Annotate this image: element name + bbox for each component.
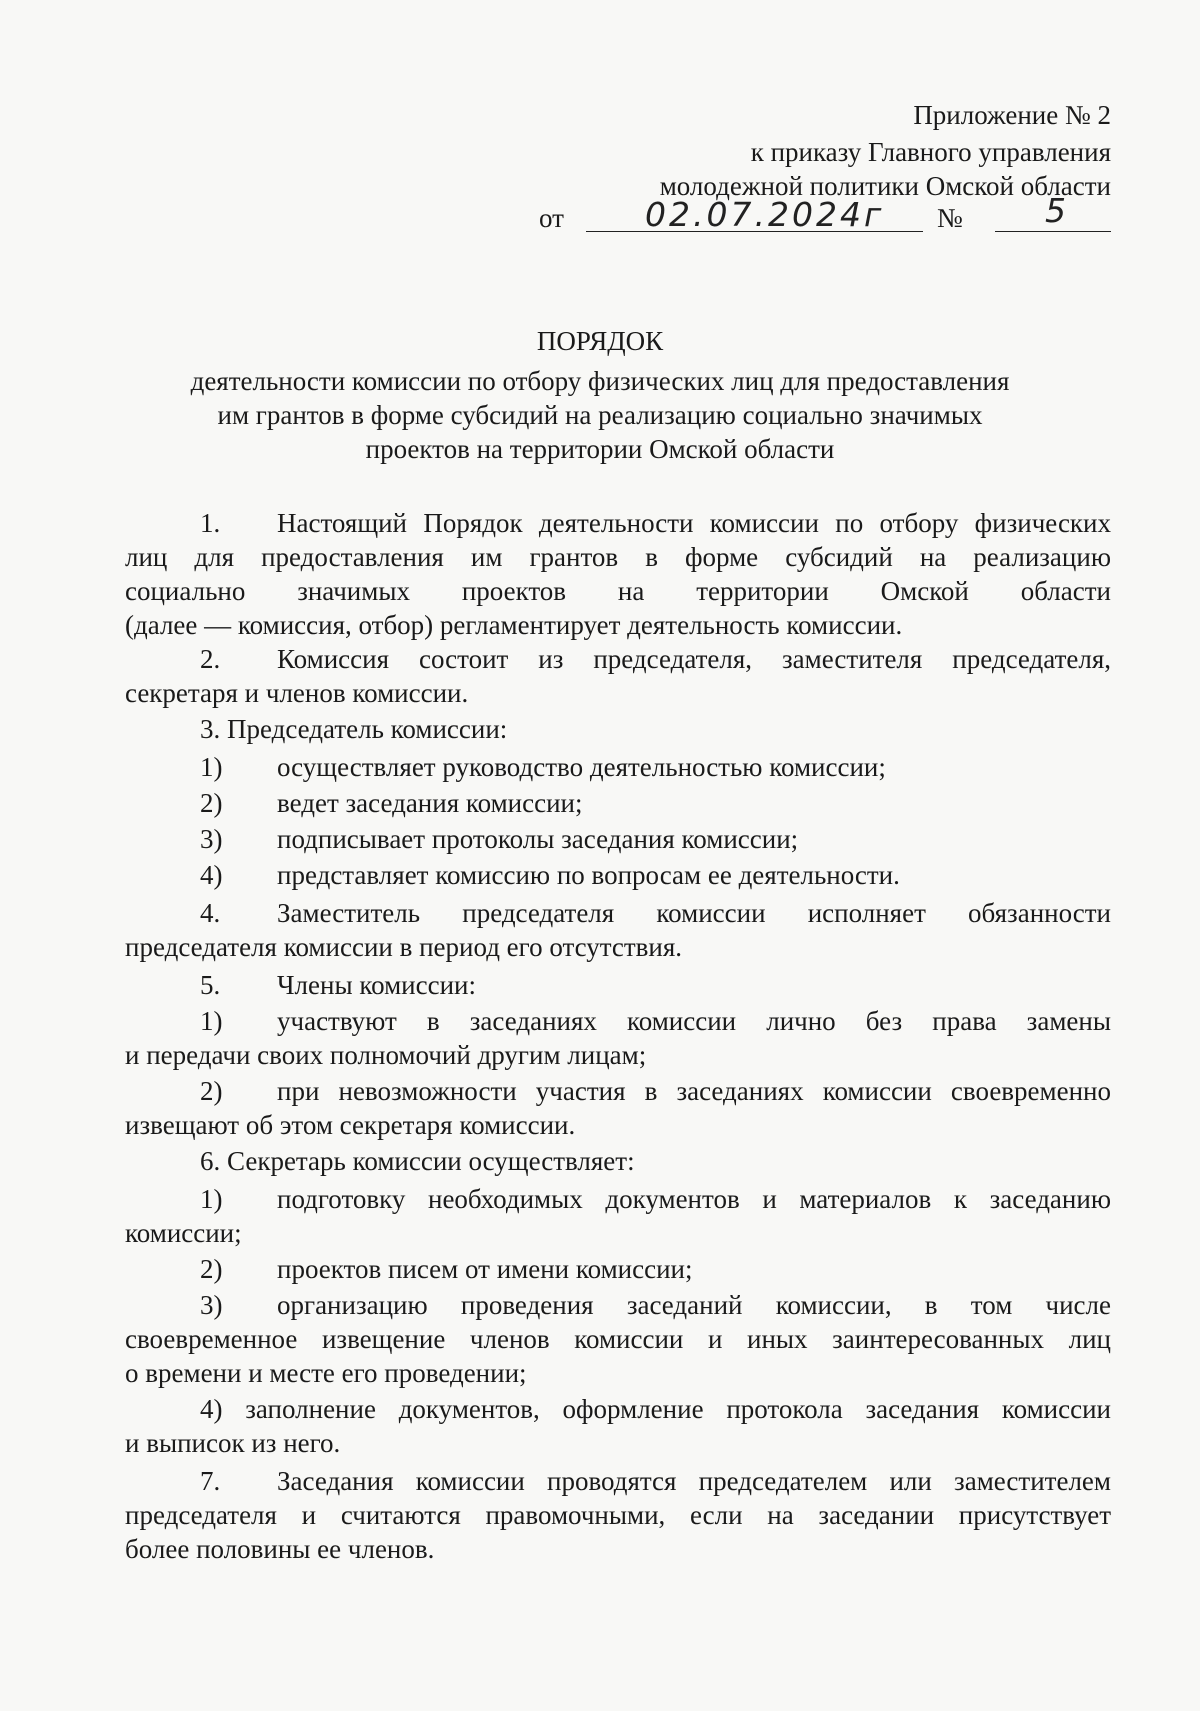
paragraph-line: председателя и считаются правомочными, если на заседании присутствует — [125, 1500, 1111, 1530]
handwritten-number: 5 — [1045, 191, 1069, 230]
department-name: молодежной политики Омской области — [659, 171, 1111, 201]
title-subline: деятельности комиссии по отбору физических лиц для предоставления — [190, 366, 1010, 396]
number-label: № — [937, 203, 963, 233]
section-heading: 3. Председатель комиссии: — [200, 714, 508, 744]
paragraph-line: комиссии; — [125, 1218, 242, 1248]
paragraph-line: подготовку необходимых документов и материалов к заседанию — [277, 1184, 1111, 1214]
paragraph-line: председателя комиссии в период его отсутствия. — [125, 932, 682, 962]
date-number-row — [525, 191, 1111, 239]
subitem-number: 4) — [200, 860, 223, 890]
paragraph-line: Заместитель председателя комиссии исполняет обязанности — [277, 898, 1111, 928]
subitem-number: 1) — [200, 1006, 223, 1036]
paragraph-line: своевременное извещение членов комиссии и иных заинтересованных лиц — [125, 1324, 1111, 1354]
subitem-number: 2) — [200, 1254, 223, 1284]
paragraph-line: проектов писем от имени комиссии; — [277, 1254, 693, 1284]
title-subline: проектов на территории Омской области — [365, 434, 835, 464]
subitem-number: 2) — [200, 788, 223, 818]
subitem-number: 1) — [200, 1184, 223, 1214]
item-number: 4. — [200, 898, 221, 928]
title-subline: им грантов в форме субсидий на реализацию социально значимых — [217, 400, 983, 430]
paragraph-line: подписывает протоколы заседания комиссии; — [277, 824, 799, 854]
item-number: 1. — [200, 508, 221, 538]
appendix-label: Приложение № 2 — [913, 100, 1111, 130]
paragraph-line: (далее — комиссия, отбор) регламентирует деятельность комиссии. — [125, 610, 903, 640]
from-label: от — [539, 203, 564, 233]
subitem-number: 1) — [200, 752, 223, 782]
item-number: 7. — [200, 1466, 221, 1496]
document-title: ПОРЯДОК — [536, 326, 664, 356]
paragraph-line: представляет комиссию по вопросам ее деятельности. — [277, 860, 900, 890]
paragraph-line: Комиссия состоит из председателя, заместителя председателя, — [277, 644, 1111, 674]
paragraph-line: осуществляет руководство деятельностью комиссии; — [277, 752, 886, 782]
paragraph-line: ведет заседания комиссии; — [277, 788, 583, 818]
paragraph-line: лиц для предоставления им грантов в форме субсидий на реализацию — [125, 542, 1111, 572]
paragraph-line: извещают об этом секретаря комиссии. — [125, 1110, 576, 1140]
paragraph-line: Члены комиссии: — [277, 970, 476, 1000]
paragraph-line: и выписок из него. — [125, 1428, 341, 1458]
paragraph-line: более половины ее членов. — [125, 1534, 435, 1564]
subitem-number: 2) — [200, 1076, 223, 1106]
paragraph-line: социально значимых проектов на территории Омской области — [125, 576, 1111, 606]
paragraph-line: о времени и месте его проведении; — [125, 1358, 527, 1388]
item-number: 2. — [200, 644, 221, 674]
paragraph-line: и передачи своих полномочий другим лицам; — [125, 1040, 647, 1070]
paragraph-line: организацию проведения заседаний комиссии, в том числе — [277, 1290, 1111, 1320]
subitem-number: 3) — [200, 1290, 223, 1320]
paragraph-line: секретаря и членов комиссии. — [125, 678, 469, 708]
section-heading: 6. Секретарь комиссии осуществляет: — [200, 1146, 635, 1176]
order-reference: к приказу Главного управления — [750, 137, 1111, 167]
paragraph-line: 4) заполнение документов, оформление протокола заседания комиссии — [200, 1394, 1111, 1424]
item-number: 5. — [200, 970, 221, 1000]
paragraph-line: при невозможности участия в заседаниях комиссии своевременно — [277, 1076, 1111, 1106]
handwritten-date: 02.07.2024г — [645, 195, 885, 234]
paragraph-line: Заседания комиссии проводятся председателем или заместителем — [277, 1466, 1111, 1496]
paragraph-line: Настоящий Порядок деятельности комиссии по отбору физических — [277, 508, 1111, 538]
subitem-number: 3) — [200, 824, 223, 854]
paragraph-line: участвуют в заседаниях комиссии лично без права замены — [277, 1006, 1111, 1036]
number-underline — [995, 231, 1111, 232]
